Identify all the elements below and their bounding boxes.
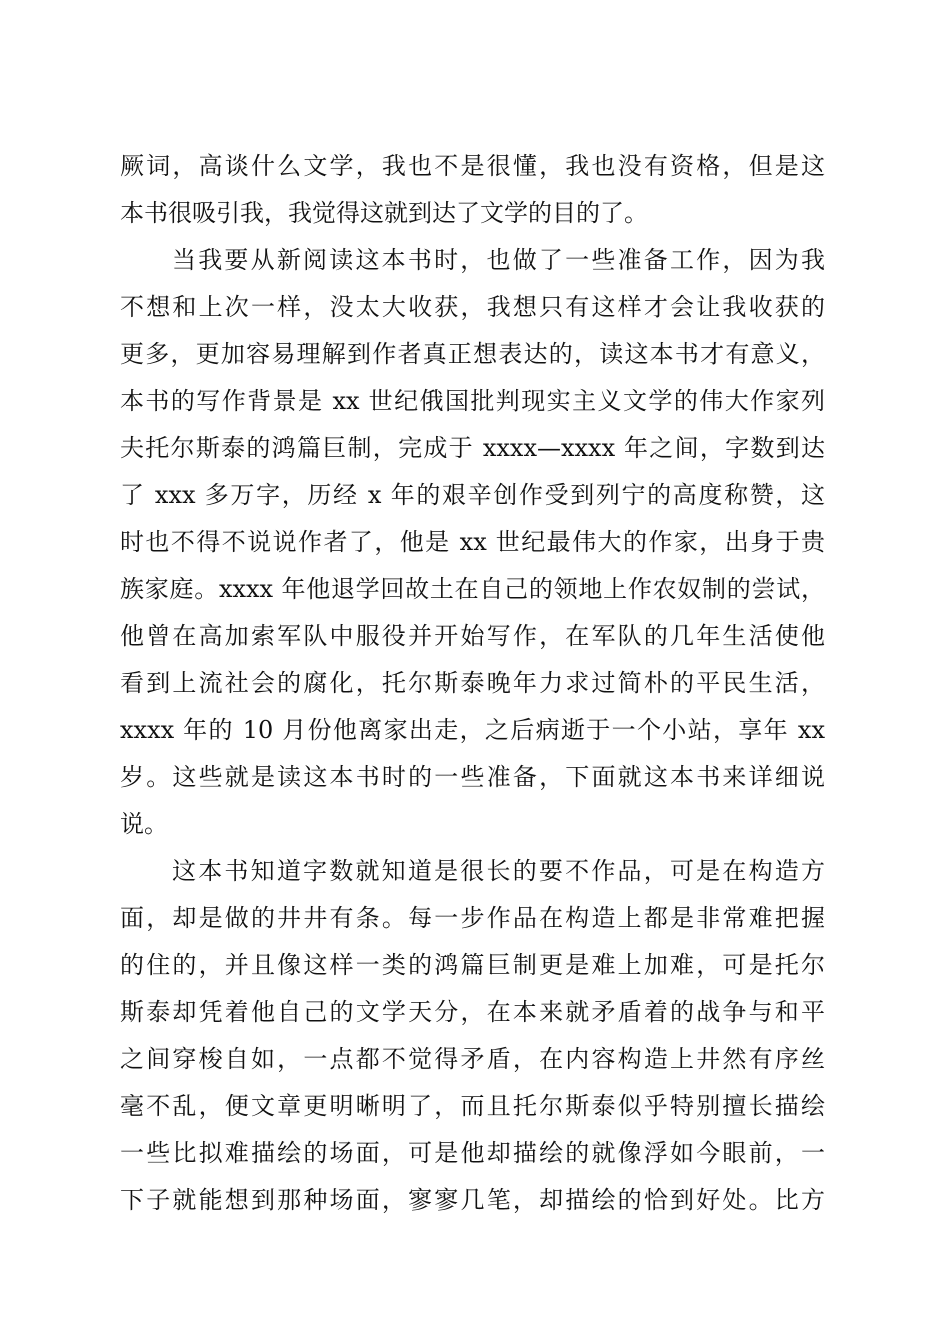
text-line: 不想和上次一样，没太大收获，我想只有这样才会让我收获的: [120, 293, 825, 321]
text-line: 一些比拟难描绘的场面，可是他却描绘的就像浮如今眼前，一: [120, 1139, 825, 1167]
text-line: 面，却是做的井井有条。每一步作品在构造上都是非常难把握: [120, 904, 825, 932]
text-line: 夫托尔斯泰的鸿篇巨制，完成于 xxxx—xxxx 年之间，字数到达: [120, 434, 825, 462]
text-line: xxxx 年的 10 月份他离家出走，之后病逝于一个小站，享年 xx: [120, 716, 825, 744]
text-line: 了 xxx 多万字，历经 x 年的艰辛创作受到列宁的高度称赞，这: [120, 481, 825, 509]
text-line: 岁。这些就是读这本书时的一些准备，下面就这本书来详细说: [120, 763, 825, 791]
text-line: 本书的写作背景是 xx 世纪俄国批判现实主义文学的伟大作家列: [120, 387, 825, 415]
text-line: 的住的，并且像这样一类的鸿篇巨制更是难上加难，可是托尔: [120, 951, 825, 979]
text-line: 下子就能想到那种场面，寥寥几笔，却描绘的恰到好处。比方: [120, 1186, 825, 1214]
text-line: 时也不得不说说作者了，他是 xx 世纪最伟大的作家，出身于贵: [120, 528, 825, 556]
text-line: 说。: [120, 810, 168, 838]
text-line: 更多，更加容易理解到作者真正想表达的，读这本书才有意义，: [120, 340, 825, 368]
text-line: 斯泰却凭着他自己的文学天分，在本来就矛盾着的战争与和平: [120, 998, 825, 1026]
text-line: 之间穿梭自如，一点都不觉得矛盾，在内容构造上井然有序丝: [120, 1045, 825, 1073]
text-line: 看到上流社会的腐化，托尔斯泰晚年力求过简朴的平民生活，: [120, 669, 825, 697]
text-line: 他曾在高加索军队中服役并开始写作，在军队的几年生活使他: [120, 622, 825, 650]
text-line: 毫不乱，便文章更明晰明了，而且托尔斯泰似乎特别擅长描绘: [120, 1092, 825, 1120]
text-line: 本书很吸引我，我觉得这就到达了文学的目的了。: [120, 199, 648, 227]
text-line: 族家庭。xxxx 年他退学回故土在自己的领地上作农奴制的尝试，: [120, 575, 825, 603]
text-line: 厥词，高谈什么文学，我也不是很懂，我也没有资格，但是这: [120, 152, 825, 180]
text-line: 这本书知道字数就知道是很长的要不作品，可是在构造方: [172, 857, 825, 885]
document-body: [120, 143, 825, 1224]
text-line: 当我要从新阅读这本书时，也做了一些准备工作，因为我: [172, 246, 825, 274]
